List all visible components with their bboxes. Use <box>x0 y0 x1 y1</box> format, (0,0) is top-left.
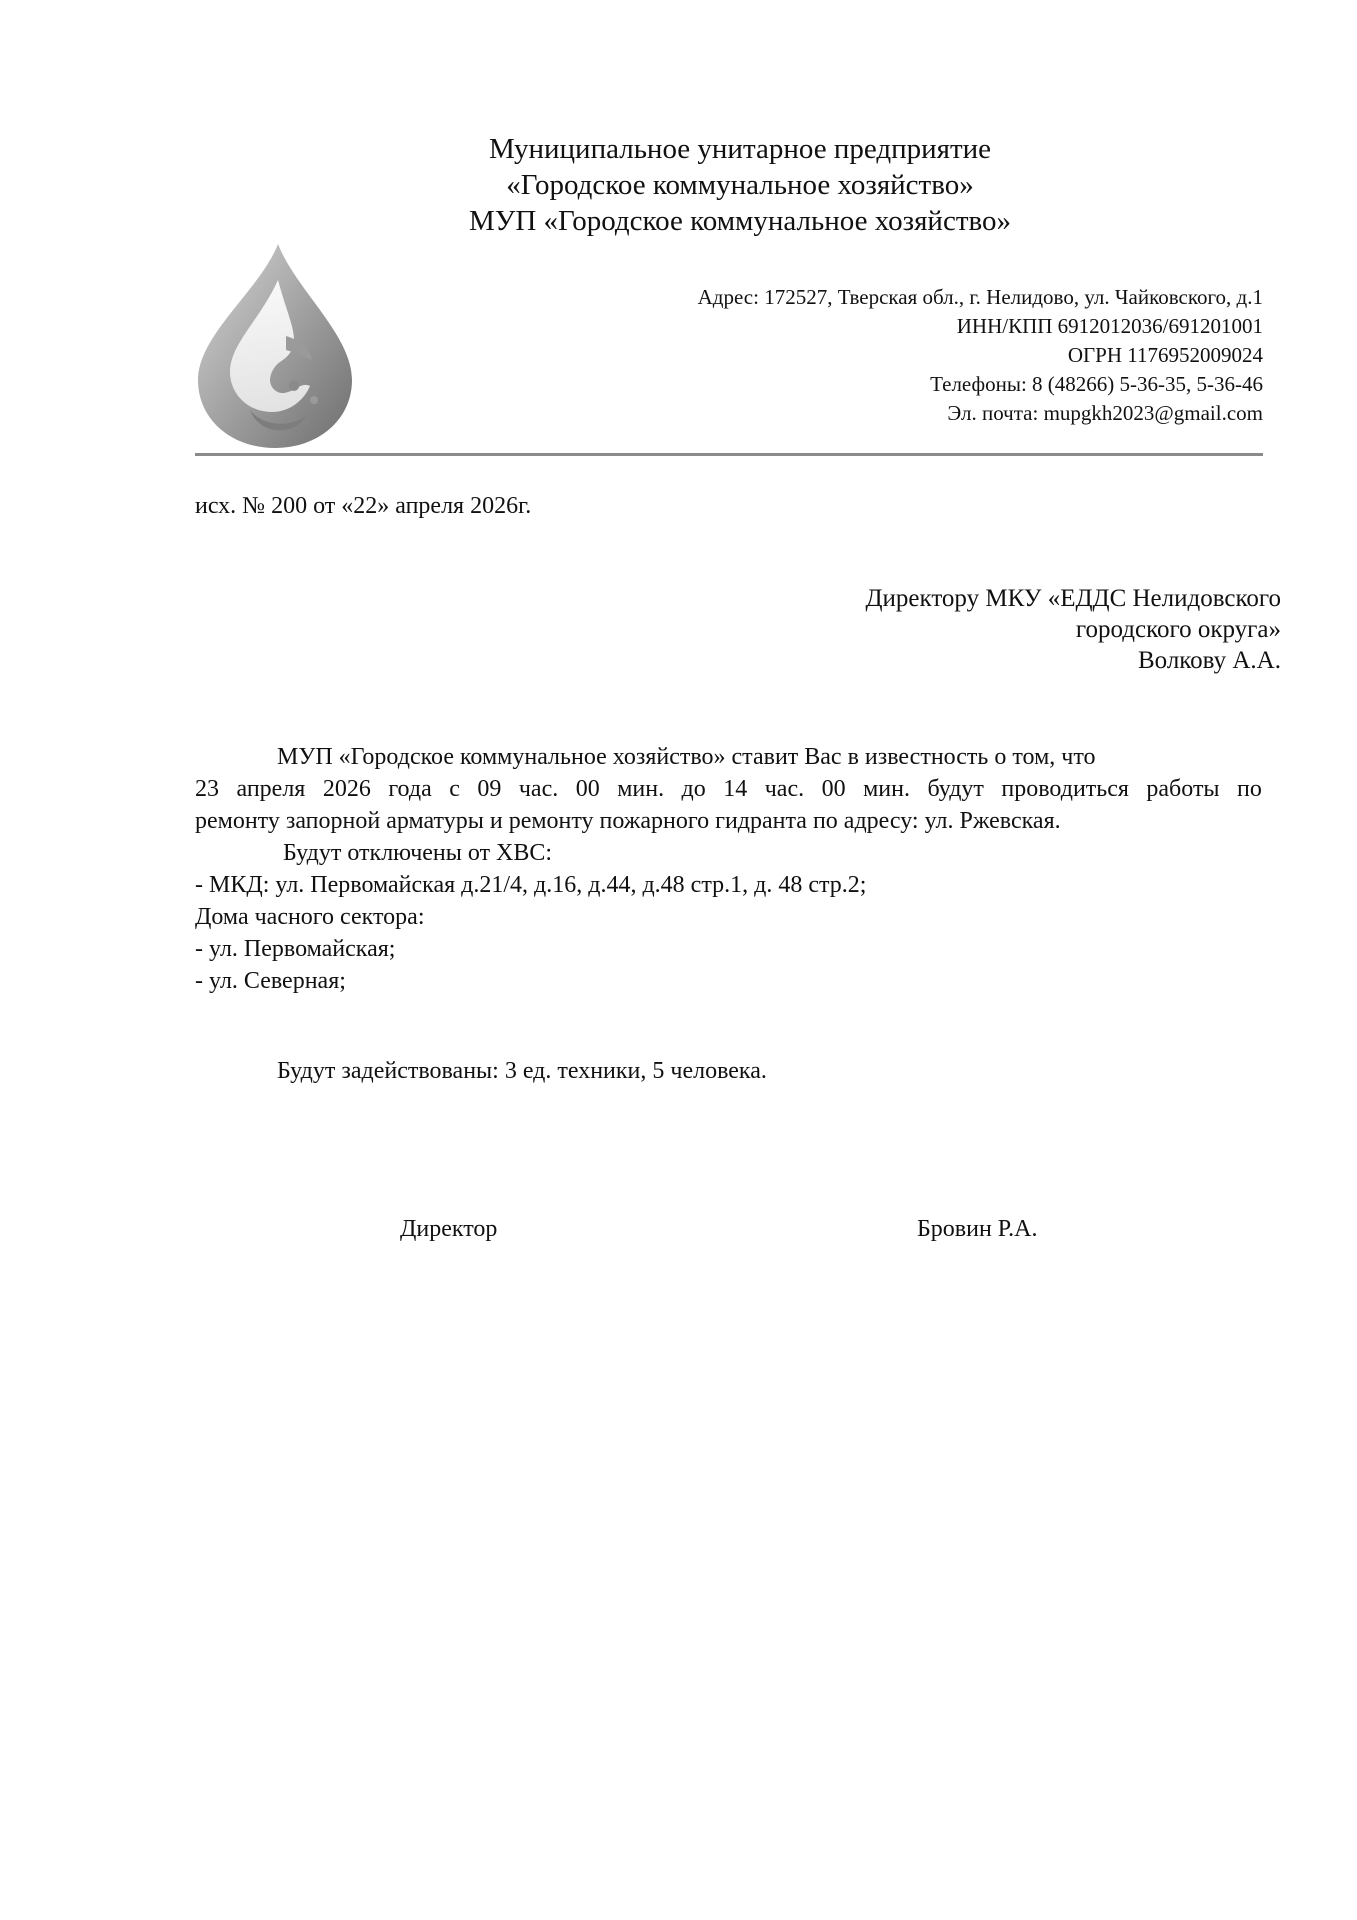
paragraph-word: по <box>1237 776 1262 802</box>
paragraph-word: апреля <box>236 776 306 802</box>
paragraph-word: мин. <box>617 776 665 802</box>
org-name-line-1: Муниципальное унитарное предприятие <box>488 133 992 165</box>
resources-line: Будут задействованы: 3 ед. техники, 5 человека. <box>277 1058 767 1084</box>
paragraph-word: час. <box>518 776 559 802</box>
water-drop-logo-icon <box>190 240 360 450</box>
paragraph-word: 14 <box>723 776 748 802</box>
notice-paragraph-line-3: ремонту запорной арматуры и ремонту пожарного гидранта по адресу: ул. Ржевская. <box>195 808 1061 834</box>
street-item-1: - ул. Первомайская; <box>195 936 396 962</box>
paragraph-word: мин. <box>863 776 910 802</box>
addressee-line-2: городского округа» <box>1075 616 1281 643</box>
notice-paragraph-line-2 <box>195 773 1262 805</box>
org-short-name: МУП «Городское коммунальное хозяйство» <box>469 205 1011 237</box>
paragraph-word: до <box>681 776 706 802</box>
paragraph-word: час. <box>764 776 805 802</box>
outgoing-number: исх. № 200 от «22» апреля 2026г. <box>195 493 532 519</box>
paragraph-word: 00 <box>575 776 600 802</box>
paragraph-word: проводиться <box>1001 776 1129 802</box>
paragraph-word: 00 <box>821 776 846 802</box>
notice-paragraph-line-1: МУП «Городское коммунальное хозяйство» ставит Вас в известность о том, что <box>277 744 1096 770</box>
org-address: Адрес: 172527, Тверская обл., г. Нелидово, ул. Чайковского, д.1 <box>697 285 1263 309</box>
mkd-list: - МКД: ул. Первомайская д.21/4, д.16, д.44, д.48 стр.1, д. 48 стр.2; <box>195 872 867 898</box>
addressee-name: Волкову А.А. <box>1137 647 1281 674</box>
paragraph-word: с <box>449 776 460 802</box>
signature-title: Директор <box>400 1216 498 1242</box>
signature-name: Бровин Р.А. <box>917 1216 1038 1242</box>
private-sector-title: Дома часного сектора: <box>195 904 425 930</box>
paragraph-word: года <box>388 776 432 802</box>
org-ogrn: ОГРН 1176952009024 <box>1067 343 1263 367</box>
org-phones: Телефоны: 8 (48266) 5-36-35, 5-36-46 <box>930 372 1263 396</box>
shutoff-title: Будут отключены от ХВС: <box>283 840 553 866</box>
org-name-line-2: «Городское коммунальное хозяйство» <box>506 169 974 201</box>
paragraph-word: 23 <box>195 776 219 802</box>
paragraph-word: 2026 <box>322 776 371 802</box>
org-email: Эл. почта: mupgkh2023@gmail.com <box>947 401 1263 425</box>
header-divider <box>195 453 1263 456</box>
paragraph-word: работы <box>1146 776 1220 802</box>
addressee-line-1: Директору МКУ «ЕДДС Нелидовского <box>865 585 1281 612</box>
street-item-2: - ул. Северная; <box>195 968 346 994</box>
org-inn-kpp: ИНН/КПП 6912012036/691201001 <box>956 314 1263 338</box>
paragraph-word: будут <box>927 776 984 802</box>
paragraph-word: 09 <box>477 776 502 802</box>
